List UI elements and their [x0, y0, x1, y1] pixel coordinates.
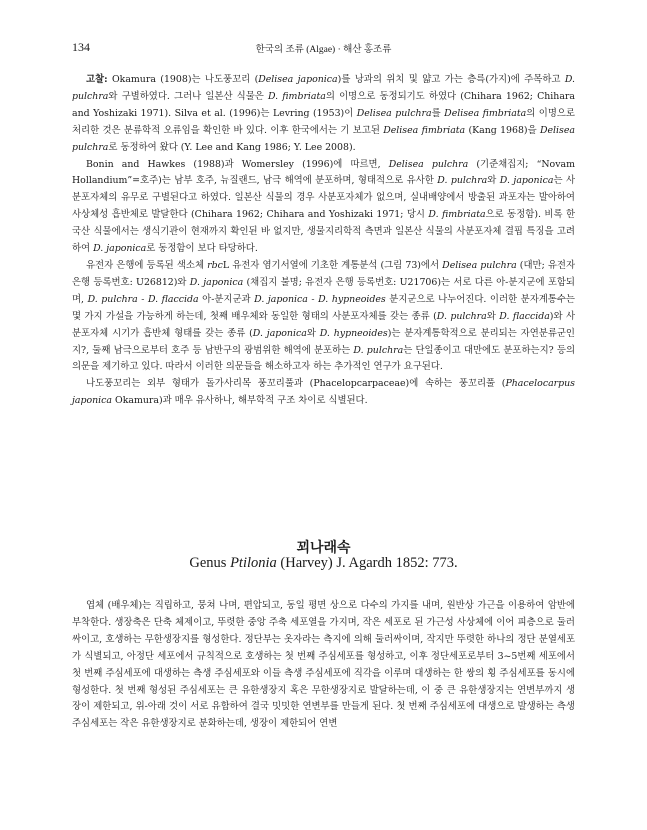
italic-text: D. flaccida [499, 310, 550, 322]
italic-text: D. fimbriata [267, 90, 326, 102]
paragraph [72, 72, 575, 157]
genus-title-prefix: Genus [189, 555, 231, 571]
text-run: )는 분자계통학적으로 분리되는 자연분류군인지?, 둘째 남극으로부터 호주 등 남반구의 광범위한 해역에 분포하는 [72, 327, 575, 356]
genus-korean-heading: 꾀나래속 [296, 540, 351, 556]
italic-text: Delisea pulchra [442, 259, 517, 271]
text-run: 를 [431, 107, 445, 119]
paragraph [72, 598, 575, 733]
paragraph [72, 258, 575, 376]
page-number: 134 [72, 40, 90, 54]
paragraph [72, 376, 575, 410]
genus-title [72, 555, 575, 572]
italic-text: D. pulchra [353, 344, 404, 356]
italic-text: D. japonica - D. hypneoides [254, 293, 386, 305]
italic-text: Delisea fimbriata [383, 124, 466, 136]
text-run: 는 단일종이고 대만에도 분포하는지? 등의 의문을 제기하고 있다. 따라서 이러한 의문들을 해소하고자 하는 추가적인 연구가 요구된다. [72, 344, 576, 373]
italic-text: D. japonica [93, 243, 147, 255]
italic-text: D. pulchra [72, 74, 575, 102]
italic-text: Phacelocarpus japonica [72, 378, 575, 407]
running-head: 한국의 조류 (Algae) · 해산 홍조류 [255, 45, 392, 55]
text-run: 분지군으로 나누어진다. 이러한 분자계통수는 몇 가지 가설을 가능하게 하는데, 첫째 배우체와 동일한 형태의 사분포자체를 갖는 종류 ( [72, 293, 575, 322]
italic-text: D. hypneoides [319, 327, 388, 339]
italic-text: Delisea pulchra [72, 124, 575, 153]
text-run: (기준채집지; “Novam Hollandium”=호주)는 남부 호주, 뉴질랜드, 남극 해역에 분포하며, 형태적으로 유사한 [72, 158, 575, 187]
text-run: 유전자 은행에 등록된 색소체 [86, 259, 208, 271]
text-run: (Kang 1968)을 [465, 124, 540, 136]
italic-text: Delisea pulchra [388, 158, 469, 170]
italic-text: Delisea fimbriata [444, 107, 527, 119]
text-run: 와 [487, 175, 500, 187]
text-run: L 유전자 염기서열에 기초한 계통분석 (그림 73)에서 [222, 259, 443, 271]
paragraph [72, 157, 575, 258]
text-run: Okamura (1908)는 나도풍꼬리 ( [107, 74, 259, 85]
italic-text: D. japonica [499, 175, 554, 187]
text-run: 의 이명으로 동정되기도 하였다 (Chihara 1962; Chihara and Yoshizaki 1971). Silva et al. (1996)는 Levring (1953)이 [72, 90, 575, 119]
italic-text: Delisea japonica [258, 74, 338, 85]
genus-title-italic: Ptilonia [230, 555, 277, 571]
text-run: )를 낭과의 위치 및 얇고 가는 층륵(가지)에 주목하고 [337, 74, 565, 85]
italic-text: D. fimbriata [428, 209, 486, 221]
italic-text: D. japonica [252, 327, 307, 339]
paragraph-lead: 고찰: [86, 74, 108, 85]
italic-text: D. japonica [189, 276, 244, 288]
italic-text: Delisea pulchra [356, 107, 432, 119]
genus-title-suffix: (Harvey) J. Agardh 1852: 773. [276, 555, 458, 571]
text-run: 와 [306, 327, 320, 339]
text-run: 아-분지군과 [198, 293, 255, 305]
italic-text: D. pulchra [436, 310, 487, 322]
text-run: 는 사분포자체의 유무로 구별된다고 하였다. 일본산 식물의 경우 사분포자체가 없으며, 실내배양에서 방출된 과포자는 발아하여 사상체성 흡반체로 발달한다 (Chihara 1962; Chihara and Yoshizaki 1971; 당시 [72, 175, 576, 221]
text-run: 와 [486, 310, 500, 322]
text-run: 와 구별하였다. 그러나 일본산 식물은 [108, 90, 268, 102]
text-run: Bonin and Hawkes (1988)과 Womersley (1996)에 따르면, [86, 158, 389, 170]
body-text-section-1 [72, 72, 575, 410]
text-run: (채집지 불명; 유전자 은행 등록번호: U21706)는 서로 다른 아-분지군에 포함되며, [72, 276, 575, 305]
text-run: )와 사분포자체 시기가 흡반체 형태를 갖는 종류 ( [72, 310, 575, 339]
italic-text: rbc [207, 259, 223, 271]
italic-text: D. pulchra [437, 175, 488, 187]
text-run: 로 동정함이 보다 타당하다. [146, 243, 258, 255]
italic-text: D. pulchra - D. flaccida [87, 293, 199, 305]
text-run: Okamura)과 매우 유사하나, 해부학적 구조 차이로 식별된다. [112, 395, 368, 407]
text-run: 나도풍꼬리는 외부 형태가 돌가사리목 풍꼬리풀과 (Phacelopcarpaceae)에 속하는 풍꼬리풀 ( [86, 378, 506, 390]
body-text-section-2 [72, 598, 575, 733]
text-run: 으로 동정함). 비록 한국산 식물에서는 생식기관이 현재까지 확인된 바 없지만, 생물지리학적 측면과 일본산 식물의 사분포자체 결핍 특징을 고려하여 [72, 209, 576, 255]
page-header [72, 40, 575, 56]
text-run: 로 동정하여 왔다 (Y. Lee and Kang 1986; Y. Lee 2008). [108, 141, 356, 153]
text-run: (대만; 유전자 은행 등록번호: U26812)와 [72, 259, 576, 288]
text-run: 엽체 (배우체)는 직립하고, 뭉쳐 나며, 편압되고, 동일 평면 상으로 다수의 가지를 내며, 원반상 가근을 이용하여 암반에 부착한다. 생장축은 단축 체제이고, 뚜렷한 중앙 주축 세포열을 가지며, 작은 세포로 된 가근성 사상체에 이어 피층으로 둘러싸이고, 호생하는 무한생장지를 형성한다. 정단부는 옷자라는 측지에 의해 둘러싸이며, 작지만 뚜렷한 하나의 정단 분열세포가 식별되고, 아정단 세포에서 규칙적으로 호생하는 첫 번째 주심세포를 형성하고, 이후 정단세포로부터 3~5번째 세포에서 첫 번째 주심세포에 대생하는 측생 주심세포와 이들 측생 주심세포에 직각을 이루며 대생하는 한 쌍의 횡 주심세포를 동시에 형성한다. 첫 번째 형성된 주심세포는 큰 유한생장지 혹은 무한생장지로 발달하는데, 이 중 큰 유한생장지는 연변부까지 생장이 제한되고, 위-아래 것이 서로 유합하여 결국 밋밋한 연변부를 만들게 된다. 첫 번째 주심세포에 대생으로 발생하는 측생 주심세포는 작은 유한생장지로 분화하는데, 생장이 제한되어 연변 [72, 600, 575, 730]
text-run: 의 이명으로 처리한 것은 분류학적 오류임을 확인한 바 있다. 이후 한국에서는 기 보고된 [72, 107, 575, 136]
